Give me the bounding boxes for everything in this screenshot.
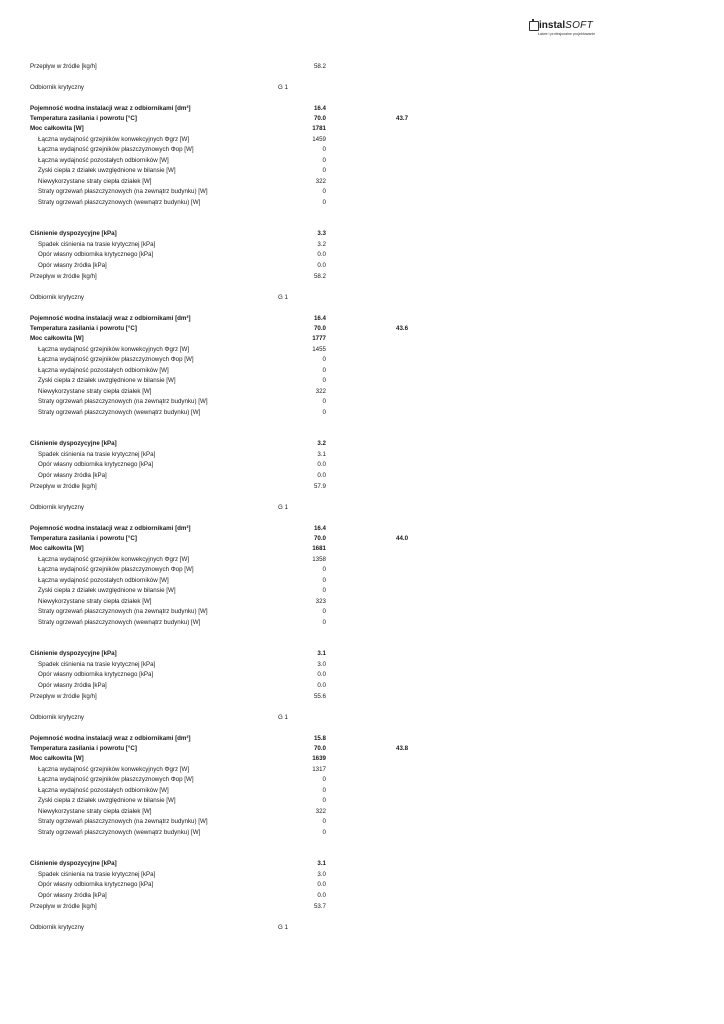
logo-tagline: Łatwe i profesjonalne projektowanie [538,32,596,36]
row-label: Łączna wydajność grzejników konwekcyjnych Φgrz [W] [38,766,190,773]
row-value: 70.0 [313,325,326,332]
critical-receiver-value: G 1 [278,714,288,721]
row-value: 1639 [312,755,326,762]
row-label: Zyski ciepła z działek uwzględnione w bilansie [W] [38,587,176,594]
row-label: Niewykorzystane straty ciepła działek [W] [38,388,152,395]
row-label: Łączna wydajność grzejników konwekcyjnych Φgrz [W] [38,136,190,143]
report-row [30,240,420,250]
return-temperature-value: 44.0 [396,535,409,542]
row-value: 0 [322,776,326,783]
row-value: 322 [315,388,326,395]
row-label: Straty ogrzewań płaszczyznowych (wewnątrz budynku) [W] [38,199,201,206]
row-value: 0.0 [317,461,326,468]
row-value: 0 [322,157,326,164]
row-label: Odbiornik krytyczny [30,714,84,721]
row-label: Zyski ciepła z działek uwzględnione w bilansie [W] [38,167,176,174]
report-row [30,460,420,470]
row-value: 3.2 [317,440,326,447]
row-value: 0 [322,167,326,174]
critical-receiver-value: G 1 [278,84,288,91]
report-row [30,408,420,418]
report-row [30,734,420,744]
report-row [30,229,420,239]
row-label: Odbiornik krytyczny [30,294,84,301]
report-row [30,366,420,376]
report-row [30,471,420,481]
row-label: Moc całkowita [W] [30,545,84,552]
row-label: Odbiornik krytyczny [30,504,84,511]
report-row [30,597,420,607]
report-row [30,450,420,460]
row-value: 1317 [312,766,326,773]
report-row [30,744,420,754]
row-label: Łączna wydajność grzejników konwekcyjnych Φgrz [W] [38,556,190,563]
row-label: Niewykorzystane straty ciepła działek [W] [38,808,152,815]
row-value: 1455 [312,346,326,353]
row-value: 55.6 [313,693,326,700]
report-row [30,524,420,534]
report-row [30,187,420,197]
report-row [30,355,420,365]
row-value: 0 [322,377,326,384]
report-row [30,681,420,691]
row-label: Opór własny źródła [kPa] [38,472,107,479]
row-label: Łączna wydajność grzejników płaszczyznowych Φop [W] [38,146,194,153]
row-label: Straty ogrzewań płaszczyznowych (wewnątrz budynku) [W] [38,829,201,836]
row-label: Moc całkowita [W] [30,335,84,342]
row-label: Opór własny źródła [kPa] [38,262,107,269]
row-value: 15.8 [313,735,326,742]
report-row [30,670,420,680]
row-value: 322 [315,808,326,815]
report-row [30,166,420,176]
row-value: 0.0 [317,472,326,479]
row-value: 0 [322,356,326,363]
row-label: Temperatura zasilania i powrotu [°C] [30,535,137,542]
row-label: Ciśnienie dyspozycyjne [kPa] [30,440,117,447]
report-row [30,261,420,271]
report-row [30,555,420,565]
row-value: 3.0 [317,661,326,668]
row-label: Odbiornik krytyczny [30,84,84,91]
report-row [30,293,420,303]
report-row [30,482,420,492]
row-value: 0 [322,587,326,594]
report-row [30,83,420,93]
report-row [30,586,420,596]
report-row [30,104,420,114]
row-value: 0 [322,619,326,626]
return-temperature-value: 43.6 [396,325,409,332]
row-value: 1681 [312,545,326,552]
row-label: Straty ogrzewań płaszczyznowych (na zewnątrz budynku) [W] [38,818,208,825]
row-label: Łączna wydajność pozostałych odbiorników [W] [38,577,169,584]
row-label: Przepływ w źródle [kg/h] [30,63,97,70]
row-value: 3.1 [317,650,326,657]
row-label: Opór własny źródła [kPa] [38,682,107,689]
report-row [30,923,420,933]
row-label: Łączna wydajność pozostałych odbiorników [W] [38,157,169,164]
row-value: 16.4 [313,525,326,532]
row-label: Ciśnienie dyspozycyjne [kPa] [30,230,117,237]
report-row [30,807,420,817]
report-row [30,324,420,334]
row-value: 0.0 [317,682,326,689]
row-label: Spadek ciśnienia na trasie krytycznej [kPa] [38,451,156,458]
report-row [30,198,420,208]
report-row [30,345,420,355]
report-row [30,796,420,806]
report-row [30,870,420,880]
row-label: Straty ogrzewań płaszczyznowych (wewnątrz budynku) [W] [38,619,201,626]
row-label: Pojemność wodna instalacji wraz z odbiornikami [dm³] [30,525,191,532]
row-value: 70.0 [313,115,326,122]
report-row [30,534,420,544]
report-row [30,828,420,838]
report-row [30,387,420,397]
row-value: 0 [322,199,326,206]
report-row [30,692,420,702]
row-value: 1459 [312,136,326,143]
row-label: Straty ogrzewań płaszczyznowych (na zewnątrz budynku) [W] [38,398,208,405]
row-label: Opór własny odbiornika krytycznego [kPa] [38,671,154,678]
row-label: Straty ogrzewań płaszczyznowych (na zewnątrz budynku) [W] [38,188,208,195]
row-label: Łączna wydajność grzejników płaszczyznowych Φop [W] [38,776,194,783]
row-value: 70.0 [313,535,326,542]
row-value: 0 [322,566,326,573]
report-row [30,576,420,586]
report-row [30,544,420,554]
report-row [30,124,420,134]
row-label: Ciśnienie dyspozycyjne [kPa] [30,860,117,867]
row-value: 58.2 [313,273,326,280]
row-value: 57.9 [313,483,326,490]
logo-brand-bold: instal [539,20,566,31]
report-row [30,135,420,145]
row-label: Odbiornik krytyczny [30,924,84,931]
instalsoft-logo [529,20,605,40]
row-label: Łączna wydajność grzejników płaszczyznowych Φop [W] [38,356,194,363]
return-temperature-value: 43.8 [396,745,409,752]
return-temperature-value: 43.7 [396,115,409,122]
report-row [30,713,420,723]
report-row [30,177,420,187]
report-row [30,817,420,827]
row-label: Pojemność wodna instalacji wraz z odbiornikami [dm³] [30,105,191,112]
critical-receiver-value: G 1 [278,924,288,931]
row-value: 0 [322,787,326,794]
row-label: Pojemność wodna instalacji wraz z odbiornikami [dm³] [30,735,191,742]
report-row [30,334,420,344]
row-value: 0 [322,146,326,153]
row-label: Opór własny odbiornika krytycznego [kPa] [38,461,154,468]
row-value: 0 [322,409,326,416]
row-label: Opór własny odbiornika krytycznego [kPa] [38,881,154,888]
row-value: 3.3 [317,230,326,237]
row-label: Zyski ciepła z działek uwzględnione w bilansie [W] [38,797,176,804]
row-label: Spadek ciśnienia na trasie krytycznej [kPa] [38,241,156,248]
report-row [30,786,420,796]
row-value: 1781 [312,125,326,132]
row-value: 0 [322,818,326,825]
row-label: Niewykorzystane straty ciepła działek [W] [38,178,152,185]
logo-title [539,20,593,31]
row-value: 0 [322,797,326,804]
row-label: Łączna wydajność grzejników konwekcyjnych Φgrz [W] [38,346,190,353]
row-value: 3.0 [317,871,326,878]
report-row [30,62,420,72]
report-row [30,314,420,324]
row-label: Moc całkowita [W] [30,755,84,762]
critical-receiver-value: G 1 [278,504,288,511]
row-value: 1777 [312,335,326,342]
row-label: Opór własny źródła [kPa] [38,892,107,899]
report-row [30,660,420,670]
row-label: Przepływ w źródle [kg/h] [30,273,97,280]
row-label: Łączna wydajność pozostałych odbiorników [W] [38,787,169,794]
report-row [30,754,420,764]
row-label: Temperatura zasilania i powrotu [°C] [30,115,137,122]
report-row [30,503,420,513]
row-value: 0 [322,829,326,836]
row-label: Temperatura zasilania i powrotu [°C] [30,325,137,332]
row-label: Spadek ciśnienia na trasie krytycznej [kPa] [38,871,156,878]
report-row [30,618,420,628]
logo-mark-icon [529,21,539,31]
report-row [30,880,420,890]
row-value: 0.0 [317,881,326,888]
row-value: 0 [322,398,326,405]
row-value: 70.0 [313,745,326,752]
row-label: Opór własny odbiornika krytycznego [kPa] [38,251,154,258]
row-label: Temperatura zasilania i powrotu [°C] [30,745,137,752]
report-row [30,397,420,407]
row-value: 323 [315,598,326,605]
row-label: Straty ogrzewań płaszczyznowych (wewnątrz budynku) [W] [38,409,201,416]
row-value: 3.2 [317,241,326,248]
report-row [30,376,420,386]
row-value: 0 [322,577,326,584]
row-value: 0.0 [317,892,326,899]
row-value: 16.4 [313,105,326,112]
report-row [30,775,420,785]
row-label: Spadek ciśnienia na trasie krytycznej [kPa] [38,661,156,668]
row-label: Przepływ w źródle [kg/h] [30,693,97,700]
row-value: 58.2 [313,63,326,70]
report-row [30,156,420,166]
row-value: 16.4 [313,315,326,322]
row-value: 53.7 [313,903,326,910]
row-label: Łączna wydajność pozostałych odbiorników [W] [38,367,169,374]
report-row [30,250,420,260]
critical-receiver-value: G 1 [278,294,288,301]
row-label: Straty ogrzewań płaszczyznowych (na zewnątrz budynku) [W] [38,608,208,615]
row-value: 0.0 [317,251,326,258]
row-label: Moc całkowita [W] [30,125,84,132]
report-row [30,891,420,901]
report-row [30,439,420,449]
row-label: Łączna wydajność grzejników płaszczyznowych Φop [W] [38,566,194,573]
row-value: 0 [322,608,326,615]
row-label: Ciśnienie dyspozycyjne [kPa] [30,650,117,657]
report-row [30,272,420,282]
logo-brand-light: SOFT [565,20,593,31]
report-row [30,607,420,617]
report-row [30,145,420,155]
row-label: Przepływ w źródle [kg/h] [30,903,97,910]
row-label: Niewykorzystane straty ciepła działek [W] [38,598,152,605]
row-label: Przepływ w źródle [kg/h] [30,483,97,490]
row-value: 3.1 [317,860,326,867]
row-value: 0 [322,188,326,195]
report-row [30,859,420,869]
row-value: 322 [315,178,326,185]
row-value: 0 [322,367,326,374]
report-row [30,649,420,659]
row-value: 0.0 [317,671,326,678]
row-label: Zyski ciepła z działek uwzględnione w bilansie [W] [38,377,176,384]
row-value: 3.1 [317,451,326,458]
row-value: 0.0 [317,262,326,269]
report-row [30,114,420,124]
report-row [30,565,420,575]
row-value: 1358 [312,556,326,563]
report-row [30,902,420,912]
report-row [30,765,420,775]
row-label: Pojemność wodna instalacji wraz z odbiornikami [dm³] [30,315,191,322]
